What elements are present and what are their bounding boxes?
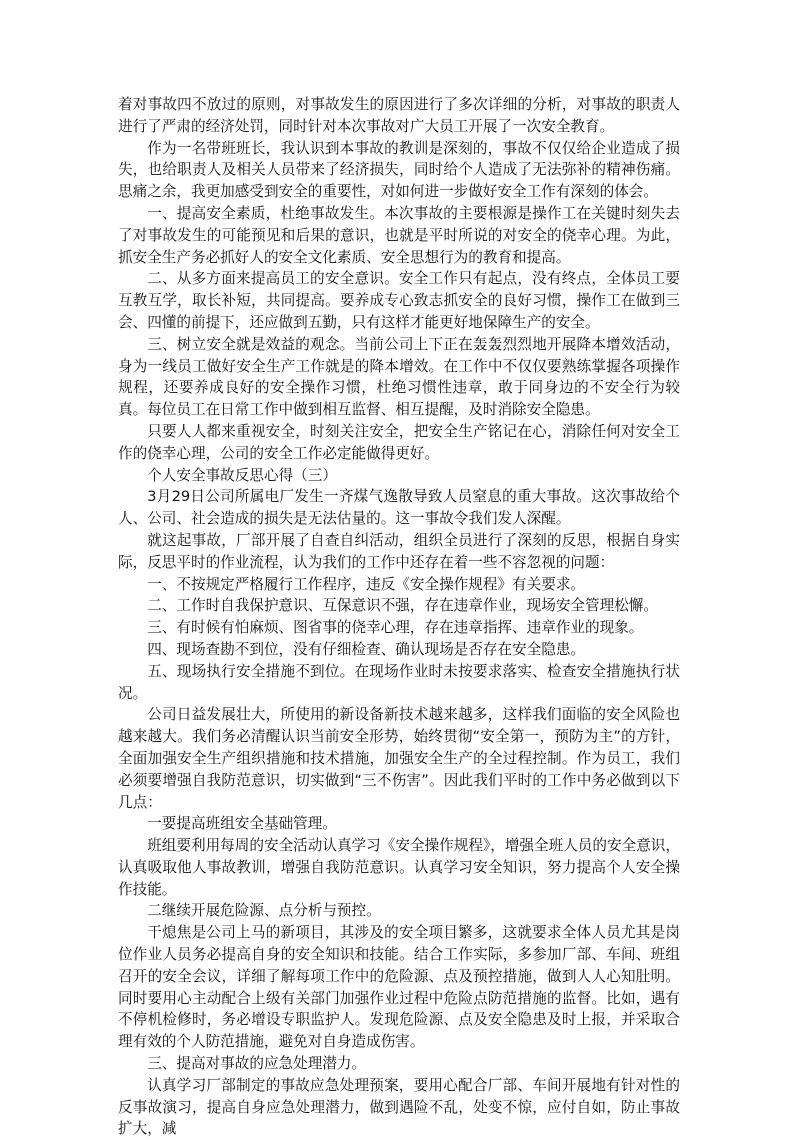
paragraph-team-leader-reflection: 作为一名带班班长，我认识到本事故的教训是深刻的，事故不仅仅给企业造成了损失，也给职责人及相关人员带来了经济损失，同时给个人造成了无法弥补的精神伤痛。思痛之余，我更加感受到安全的重要性，对如何进一步做好安全工作有深刻的体会。 [118,139,680,201]
measure-heading-3: 三、提高对事故的应急处理潜力。 [147,1055,367,1073]
measure-heading-2: 二继续开展危险源、点分析与预控。 [147,902,381,920]
problem-item-1: 一、不按规定严格履行工作程序，违反《安全操作规程》有关要求。 [147,575,586,593]
measure-heading-1: 一要提高班组安全基础管理。 [147,815,337,833]
paragraph-company-development: 公司日益发展壮大，所使用的新设备新技术越来越多，这样我们面临的安全风险也越来越大。我们务必清醒认识当前安全形势，始终贯彻“安全第一，预防为主”的方针，全面加强安全生产组织措施和技术措施，加强安全生产的全过程控制。作为员工，我们必须要增强自我防范意识，切实做到“三不伤害”。因此我们平时的工作中务必做到以下几点： [118,706,680,811]
paragraph-incident: 3月29日公司所属电厂发生一齐煤气逸散导致人员窒息的重大事故。这次事故给个人、公司、社会造成的损失是无法估量的。这一事故令我们发人深醒。 [118,488,680,528]
paragraph-point-1: 一、提高安全素质，杜绝事故发生。本次事故的主要根源是操作工在关键时刻失去了对事故发生的可能预见和后果的意识，也就是平时所说的对安全的侥幸心理。为此，抓安全生产务必抓好人的安全文化素质、安全思想行为的教育和提高。 [118,204,680,266]
section-heading-three: 个人安全事故反思心得（三） [147,466,337,484]
problem-item-5: 五、现场执行安全措施不到位。在现场作业时未按要求落实、检查安全措施执行状况。 [118,662,680,702]
paragraph-continuation: 着对事故四不放过的原则，对事故发生的原因进行了多次详细的分析，对事故的职责人进行了严肃的经济处罚，同时针对本次事故对广大员工开展了一次安全教育。 [118,96,680,135]
document-page [118,94,680,1140]
problem-item-2: 二、工作时自我保护意识、互保意识不强，存在违章作业，现场安全管理松懈。 [147,597,658,615]
paragraph-point-2: 二、从多方面来提高员工的安全意识。安全工作只有起点，没有终点，全体员工要互教互学，取长补短，共同提高。要养成专心致志抓安全的良好习惯，操作工在做到三会、四懂的前提下，还应做到五勤，只有这样才能更好地保障生产的安全。 [118,270,680,331]
problem-item-3: 三、有时候有怕麻烦、图省事的侥幸心理，存在违章指挥、违章作业的现象。 [147,619,644,637]
measure-body-1: 班组要利用每周的安全活动认真学习《安全操作规程》，增强全班人员的安全意识，认真吸取他人事故教训，增强自我防范意识。认真学习安全知识，努力提高个人安全操作技能。 [118,837,680,898]
measure-body-2: 干熄焦是公司上马的新项目，其涉及的安全项目繁多，这就要求全体人员尤其是岗位作业人员务必提高自身的安全知识和技能。结合工作实际，多参加厂部、车间、班组召开的安全会议，详细了解每项工作中的危险源、点及预控措施，做到人人心知肚明。同时要用心主动配合上级有关部门加强作业过程中危险点防范措施的监督。比如，遇有不停机检修时，务必增设专职监护人。发现危险源、点及安全隐患及时上报，并采取合理有效的个人防范措施，避免对自身造成伤害。 [118,924,680,1051]
measure-body-3: 认真学习厂部制定的事故应急处理预案，要用心配合厂部、车间开展地有针对性的反事故演习，提高自身应急处理潜力，做到遇险不乱，处变不惊，应付自如，防止事故扩大，减 [118,1076,680,1138]
paragraph-self-inspection: 就这起事故，厂部开展了自查自纠活动，组织全员进行了深刻的反思，根据自身实际，反思平时的作业流程，认为我们的工作中还存在着一些不容忽视的问题： [118,531,680,571]
problem-item-4: 四、现场查勘不到位，没有仔细检查、确认现场是否存在安全隐患。 [147,640,586,658]
paragraph-point-3: 三、树立安全就是效益的观念。当前公司上下正在轰轰烈烈地开展降本增效活动，身为一线员工做好安全生产工作就是的降本增效。在工作中不仅仅要熟练掌握各项操作规程，还要养成良好的安全操作习惯，杜绝习惯性违章，敢于同身边的不安全行为较真。每位员工在日常工作中做到相互监督、相互提醒，及时消除安全隐患。 [118,335,680,419]
paragraph-conclusion: 只要人人都来重视安全，时刻关注安全，把安全生产铭记在心，消除任何对安全工作的侥幸心理，公司的安全工作必定能做得更好。 [118,422,680,462]
